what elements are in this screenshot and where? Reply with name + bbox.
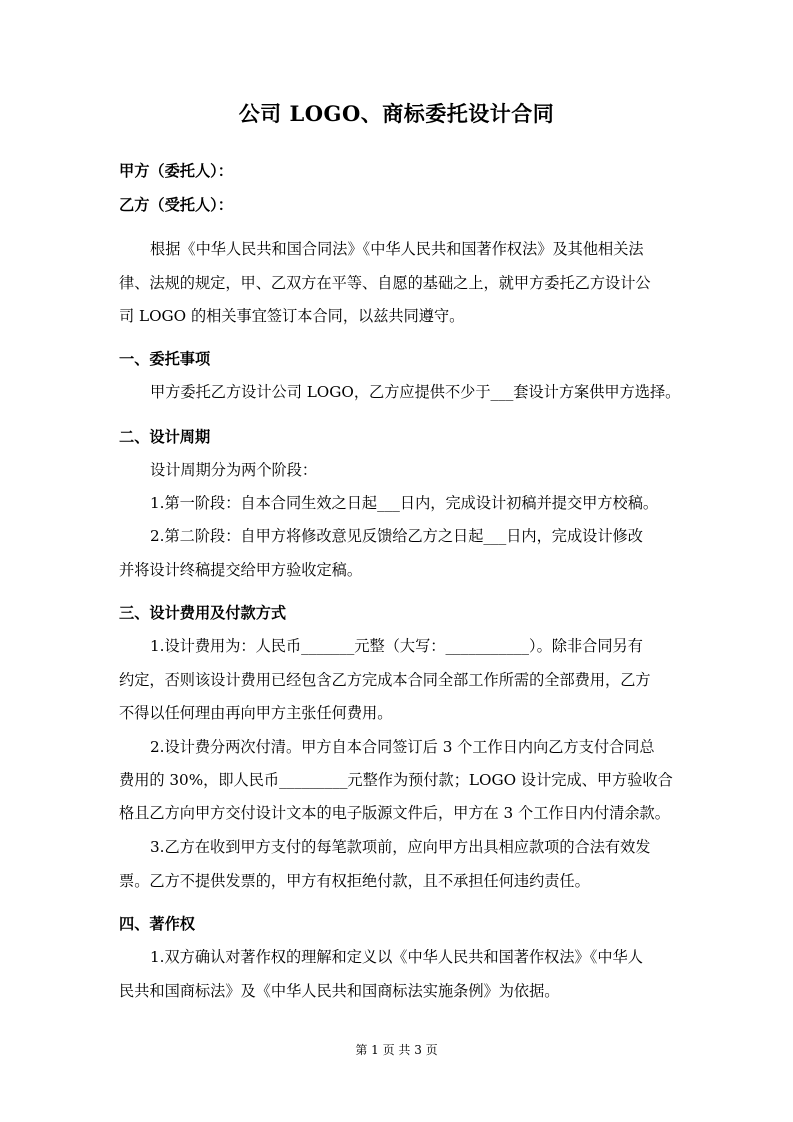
section-3-line-1: 1.设计费用为：人民币_______元整（大写：___________）。除非合同另有 — [150, 637, 643, 655]
section-1-line-1: 甲方委托乙方设计公司 LOGO，乙方应提供不少于___套设计方案供甲方选择。 — [150, 383, 680, 401]
section-3-line-8: 票。乙方不提供发票的，甲方有权拒绝付款，且不承担任何违约责任。 — [119, 872, 590, 890]
section-4-heading: 四、著作权 — [119, 915, 195, 933]
section-3-line-2: 约定，否则该设计费用已经包含乙方完成本合同全部工作所需的全部费用，乙方 — [119, 671, 651, 689]
section-2-line-1: 设计周期分为两个阶段： — [150, 461, 318, 479]
section-3-line-3: 不得以任何理由再向甲方主张任何费用。 — [119, 704, 393, 722]
intro-line-3: 司 LOGO 的相关事宜签订本合同，以兹共同遵守。 — [119, 307, 465, 325]
section-3-line-7: 3.乙方在收到甲方支付的每笔款项前，应向甲方出具相应款项的合法有效发 — [150, 838, 651, 856]
section-1-heading: 一、委托事项 — [119, 350, 211, 368]
section-2-line-2: 1.第一阶段：自本合同生效之日起___日内，完成设计初稿并提交甲方校稿。 — [150, 494, 659, 512]
section-2-line-3: 2.第二阶段：自甲方将修改意见反馈给乙方之日起___日内，完成设计修改 — [150, 527, 643, 545]
section-3-line-5: 费用的 30%，即人民币_________元整作为预付款；LOGO 设计完成、甲方验收合 — [119, 771, 673, 789]
intro-line-1: 根据《中华人民共和国合同法》《中华人民共和国著作权法》及其他相关法 — [150, 240, 644, 258]
section-2-heading: 二、设计周期 — [119, 428, 211, 446]
section-4-line-2: 民共和国商标法》及《中华人民共和国商标法实施条例》为依据。 — [119, 982, 560, 1000]
section-4-line-1: 1.双方确认对著作权的理解和定义以《中华人民共和国著作权法》《中华人 — [150, 948, 643, 966]
section-3-line-6: 格且乙方向甲方交付设计文本的电子版源文件后，甲方在 3 个工作日内付清余款。 — [119, 804, 670, 822]
section-2-line-4: 并将设计终稿提交给甲方验收定稿。 — [119, 561, 362, 579]
party-a-label: 甲方（委托人）： — [119, 162, 233, 180]
section-3-line-4: 2.设计费分两次付清。甲方自本合同签订后 3 个工作日内向乙方支付合同总 — [150, 738, 655, 756]
section-3-heading: 三、设计费用及付款方式 — [119, 604, 287, 622]
page-footer: 第 1 页 共 3 页 — [355, 1043, 438, 1057]
party-b-label: 乙方（受托人）： — [119, 196, 233, 214]
intro-line-2: 律、法规的规定，甲、乙双方在平等、自愿的基础之上，就甲方委托乙方设计公 — [119, 274, 651, 292]
document-title: 公司 LOGO、商标委托设计合同 — [238, 101, 555, 126]
